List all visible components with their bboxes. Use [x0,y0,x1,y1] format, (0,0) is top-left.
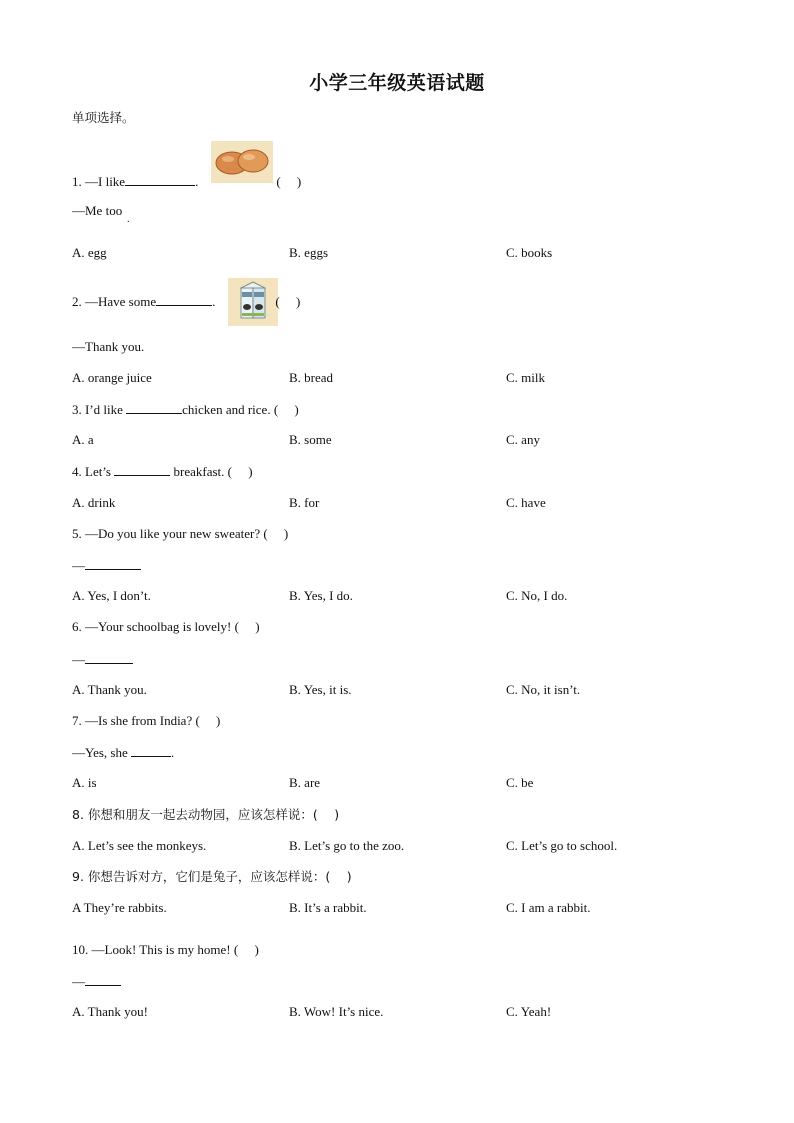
section-heading: 单项选择。 [72,110,135,125]
question-3 [72,401,299,418]
answer-blank[interactable] [131,744,171,757]
option[interactable]: C. No, it isn’t. [506,682,581,697]
answer-blank[interactable] [85,973,121,986]
question-10: 10. —Look! This is my home! ( ) [72,942,259,957]
option[interactable]: B. It’s a rabbit. [289,900,367,915]
question-6-reply [72,651,133,668]
answer-blank[interactable] [125,173,195,186]
answer-blank[interactable] [126,401,182,414]
option[interactable]: B. Yes, I do. [289,588,353,603]
option[interactable]: C. any [506,432,540,447]
question-1-reply-dot: . [127,214,130,225]
option[interactable]: A They’re rabbits. [72,900,167,915]
question-1-stem: 1. —I like [72,174,126,189]
question-7: 7. —Is she from India? ( ) [72,713,221,728]
option[interactable]: C. Yeah! [506,1004,552,1019]
option[interactable]: B. eggs [289,245,328,260]
question-1 [72,173,301,190]
question-2 [72,293,300,310]
question-5: 5. —Do you like your new sweater? ( ) [72,526,289,541]
option[interactable]: B. Wow! It’s nice. [289,1004,384,1019]
option[interactable]: B. some [289,432,332,447]
question-2-stem: 2. —Have some [72,294,157,309]
question-8: 8. 你想和朋友一起去动物园，应该怎样说：( ) [72,807,340,822]
question-4-stem: 4. Let’s [72,464,115,479]
page-title: 小学三年级英语试题 [309,72,485,94]
question-7-reply [72,744,174,761]
option[interactable]: B. for [289,495,320,510]
answer-blank[interactable] [114,463,170,476]
option[interactable]: B. are [289,775,321,790]
answer-blank[interactable] [85,557,141,570]
reply-dash: — [72,974,85,989]
answer-blank[interactable] [85,651,133,664]
question-10-reply [72,973,121,990]
answer-paren[interactable]: ( ) [276,174,302,189]
option[interactable]: B. bread [289,370,334,385]
reply-dash: — [72,558,85,573]
option[interactable]: A. Thank you! [72,1004,148,1019]
reply-text: —Me too [72,203,123,218]
option[interactable]: A. is [72,775,97,790]
option[interactable]: C. have [506,495,546,510]
option[interactable]: B. Yes, it is. [289,682,352,697]
question-9: 9. 你想告诉对方，它们是兔子，应该怎样说：( ) [72,869,352,884]
question-1-period: . [195,174,199,189]
option[interactable]: A. Thank you. [72,682,147,697]
question-2-period: . [212,294,216,309]
option[interactable]: A. drink [72,495,116,510]
reply-period: . [171,745,175,760]
question-6: 6. —Your schoolbag is lovely! ( ) [72,619,260,634]
question-4 [72,463,253,480]
answer-paren[interactable]: ( ) [275,294,301,309]
option[interactable]: C. be [506,775,534,790]
reply-text: —Yes, she [72,745,131,760]
option[interactable]: A. a [72,432,94,447]
option[interactable]: A. Let’s see the monkeys. [72,838,207,853]
option[interactable]: B. Let’s go to the zoo. [289,838,405,853]
option[interactable]: C. books [506,245,553,260]
question-2-reply: —Thank you. [72,339,145,354]
option[interactable]: A. egg [72,245,107,260]
reply-dash: — [72,652,85,667]
answer-blank[interactable] [156,293,212,306]
option[interactable]: C. I am a rabbit. [506,900,591,915]
question-3-stem: 3. I’d like [72,402,127,417]
option[interactable]: A. Yes, I don’t. [72,588,151,603]
option[interactable]: C. Let’s go to school. [506,838,618,853]
question-3-tail: chicken and rice. ( ) [182,402,299,417]
question-5-reply [72,557,141,574]
question-4-tail: breakfast. ( ) [170,464,253,479]
option[interactable]: C. No, I do. [506,588,568,603]
option[interactable]: C. milk [506,370,546,385]
question-1-reply [72,203,122,219]
option[interactable]: A. orange juice [72,370,152,385]
